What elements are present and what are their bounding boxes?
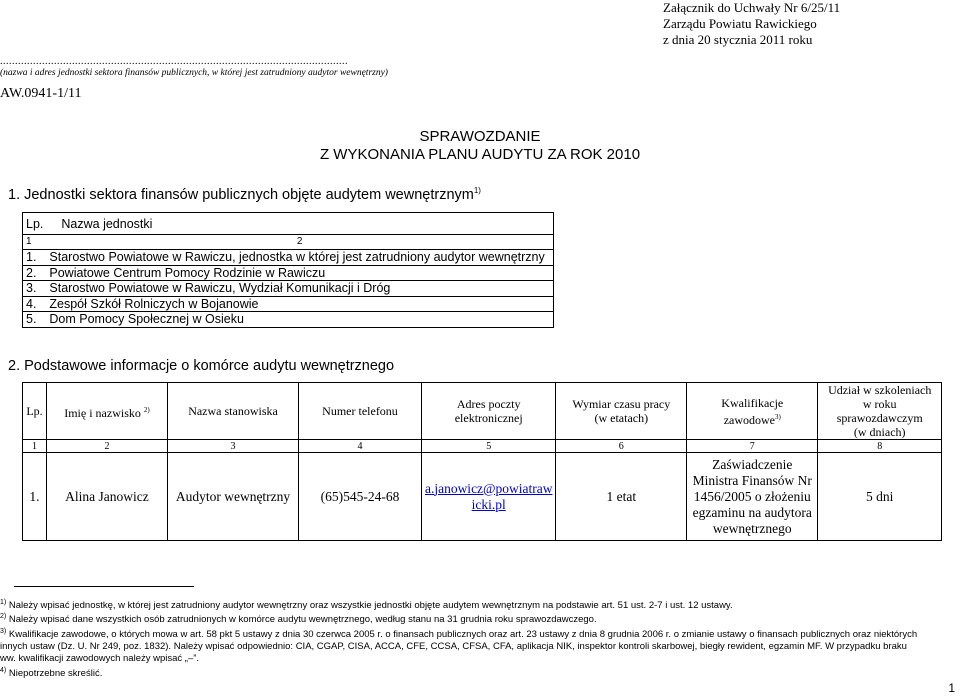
table-row <box>23 265 554 281</box>
units-table-numbers <box>23 235 554 250</box>
attachment-line-2: Zarządu Powiatu Rawickiego <box>663 16 817 31</box>
row-lp: 4. <box>23 296 47 312</box>
row-training-days: 5 dni <box>818 453 942 541</box>
row-lp: 3. <box>23 281 47 297</box>
row-email[interactable]: a.janowicz@powiatraw icki.pl <box>421 453 556 541</box>
units-table-header <box>23 213 554 235</box>
section-1-heading: 1. Jednostki sektora finansów publicznych objęte audytem wewnętrznym$^{1)}$ <box>8 186 481 203</box>
footnote-3: $^{3)}$ Kwalifikacje zawodowe, o których mowa w art. 58 pkt 5 ustawy z dnia 30 czerwca 2005 r. o finansach publicznych oraz art. 23 ustawy z dnia 8 grudnia 2006 r. o zmianie ustawy o finansach publicznych oraz niektórych innych ustaw (Dz. U. Nr 249, poz. 1832). Należy wpisać odpowiednio: CIA, CGAP, CISA, ACCA, CFE, CCSA, CFSA, CFA, aplikacja NIK, inspektor kontroli skarbowej, biegły rewident, egzamin MF. W przypadku braku ww. kwalifikacji zawodowych należy wpisać „–”. <box>0 628 918 665</box>
row-lp: 1. <box>23 250 47 266</box>
col-time-header: Wymiar czasu pracy (w etatach) <box>556 383 687 440</box>
row-lp: 5. <box>23 312 47 328</box>
attachment-line-3: z dnia 20 stycznia 2011 roku <box>663 32 813 47</box>
row-unit-name: Powiatowe Centrum Pomocy Rodzinie w Rawiczu <box>46 265 553 281</box>
col-position-header: Nazwa stanowiska <box>167 383 298 440</box>
col-number-1: 1 <box>23 235 47 250</box>
col-number: 4 <box>299 440 422 453</box>
audit-unit-table <box>22 382 942 541</box>
col-number: 7 <box>687 440 818 453</box>
col-number: 2 <box>46 440 167 453</box>
table-row <box>23 281 554 297</box>
row-name: Alina Janowicz <box>46 453 167 541</box>
table-row <box>23 296 554 312</box>
audit-table-numbers <box>23 440 942 453</box>
row-phone: (65)545-24-68 <box>299 453 422 541</box>
col-qualifications-header: Kwalifikacje zawodowe$^{3)}$ <box>687 383 818 440</box>
col-number-2: 2 <box>46 235 553 250</box>
col-name-header: Imię i nazwisko $^{2)}$ <box>46 383 167 440</box>
row-unit-name: Starostwo Powiatowe w Rawiczu, Wydział Komunikacji i Dróg <box>46 281 553 297</box>
row-position: Audytor wewnętrzny <box>167 453 298 541</box>
table-row <box>23 312 554 328</box>
row-unit-name: Starostwo Powiatowe w Rawiczu, jednostka w której jest zatrudniony audytor wewnętrzny <box>46 250 553 266</box>
footnote-2: $^{2)}$ Należy wpisać dane wszystkich osób zatrudnionych w komórce audytu wewnętrznego, według stanu na 31 grudnia roku sprawozdawczego. <box>0 613 597 626</box>
row-unit-name: Zespół Szkół Rolniczych w Bojanowie <box>46 296 553 312</box>
col-number: 5 <box>421 440 556 453</box>
col-lp-header: Lp. <box>23 383 47 440</box>
page-number: 1 <box>948 681 955 695</box>
report-title <box>0 128 960 164</box>
col-training-header: Udział w szkoleniach w roku sprawozdawczym (w dniach) <box>818 383 942 440</box>
col-phone-header: Numer telefonu <box>299 383 422 440</box>
reference-number: AW.0941-1/11 <box>0 86 82 101</box>
col-number: 8 <box>818 440 942 453</box>
footnote-1: $^{1)}$ Należy wpisać jednostkę, w której jest zatrudniony audytor wewnętrzny oraz wszystkie jednostki objęte audytem wewnętrznym na podstawie art. 51 ust. 2-7 i ust. 12 ustawy. <box>0 599 733 612</box>
footnote-separator <box>14 586 194 587</box>
audit-table-header <box>23 383 942 440</box>
attachment-header <box>663 0 840 48</box>
table-row <box>23 453 942 541</box>
row-unit-name: Dom Pomocy Społecznej w Osieku <box>46 312 553 328</box>
units-table <box>22 212 554 328</box>
row-lp: 1. <box>23 453 47 541</box>
footnote-4: $^{4)}$ Niepotrzebne skreślić. <box>0 667 103 680</box>
col-name-header: Nazwa jednostki <box>46 213 553 235</box>
unit-name-note: (nazwa i adres jednostki sektora finansów publicznych, w której jest zatrudniony audytor wewnętrzny) <box>0 68 388 78</box>
row-qualifications: Zaświadczenie Ministra Finansów Nr 1456/2005 o złożeniu egzaminu na audytora wewnętrznego <box>687 453 818 541</box>
col-email-header: Adres poczty elektronicznej <box>421 383 556 440</box>
col-number: 6 <box>556 440 687 453</box>
col-lp-header: Lp. <box>23 213 47 235</box>
row-work-time: 1 etat <box>556 453 687 541</box>
section-2-heading: 2. Podstawowe informacje o komórce audytu wewnętrznego <box>8 358 395 374</box>
unit-dotted-line: .................................................................................................................... <box>0 56 348 67</box>
col-number: 1 <box>23 440 47 453</box>
title-line-2: Z WYKONANIA PLANU AUDYTU ZA ROK 2010 <box>319 146 641 163</box>
title-line-1: SPRAWOZDANIE <box>419 128 541 145</box>
attachment-line-1: Załącznik do Uchwały Nr 6/25/11 <box>663 0 841 15</box>
row-lp: 2. <box>23 265 47 281</box>
col-number: 3 <box>167 440 298 453</box>
table-row <box>23 250 554 266</box>
